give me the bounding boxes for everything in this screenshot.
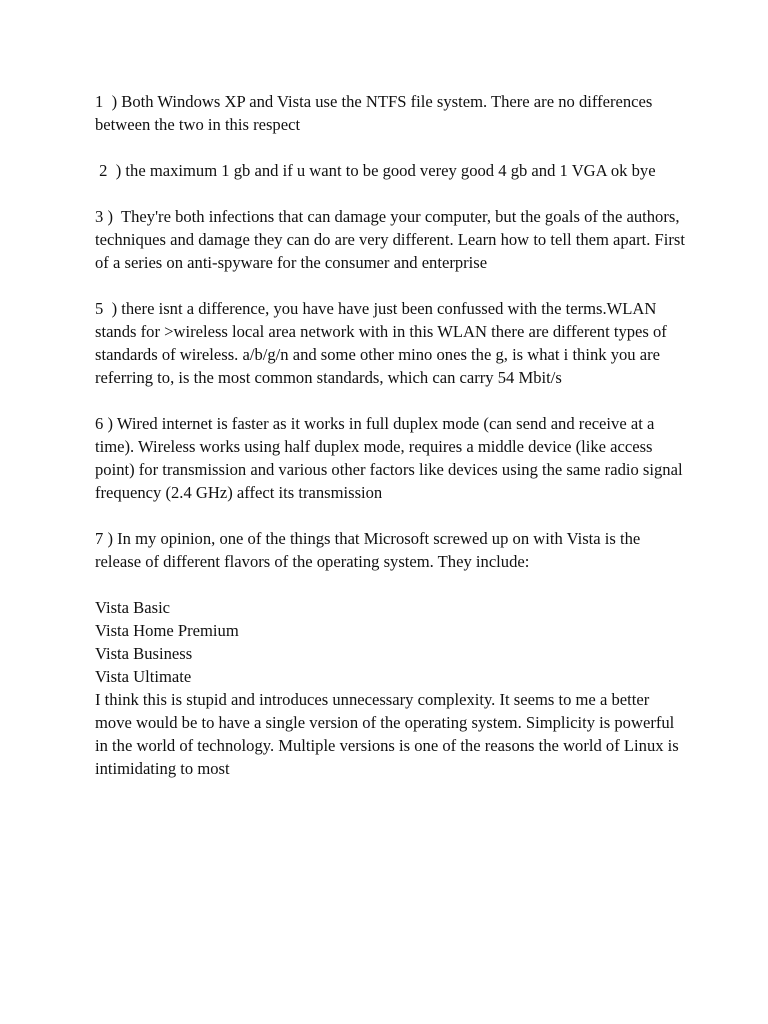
answer-2-paragraph: 2 ) the maximum 1 gb and if u want to be good verey good 4 gb and 1 VGA ok bye: [95, 161, 656, 180]
answer-6-paragraph: 6 ) Wired internet is faster as it works in full duplex mode (can send and receive at a time). Wireless works using half duplex mode, requires a middle device (like access point) for transmission and various other factors like devices using the same radio signal frequency (2.4 GHz) affect its transmission: [95, 414, 687, 502]
vista-versions-list: [95, 596, 685, 688]
answer-3-paragraph: 3 ) They're both infections that can damage your computer, but the goals of the authors, techniques and damage they can do are very different. Learn how to tell them apart. First of a series on anti-spyware for the consumer and enterprise: [95, 207, 690, 272]
answer-5-paragraph: 5 ) there isnt a difference, you have have just been confussed with the terms.WLAN stands for >wireless local area network with in this WLAN there are different types of standards of wireless. a/b/g/n and some other mino ones the g, is what i think you are referring to, is the most common standards, which can carry 54 Mbit/s: [95, 299, 671, 387]
list-item: Vista Basic: [95, 598, 171, 617]
list-item: Vista Home Premium: [95, 621, 239, 640]
answer-7-paragraph: 7 ) In my opinion, one of the things that Microsoft screwed up on with Vista is the release of different flavors of the operating system. They include:: [95, 529, 645, 571]
list-item: Vista Ultimate: [95, 667, 192, 686]
document-body: [95, 90, 690, 780]
answer-1-paragraph: 1 ) Both Windows XP and Vista use the NTFS file system. There are no differences between the two in this respect: [95, 92, 657, 134]
list-item: Vista Business: [95, 644, 193, 663]
closing-paragraph: I think this is stupid and introduces unnecessary complexity. It seems to me a better move would be to have a single version of the operating system. Simplicity is powerful in the world of technology. Multiple versions is one of the reasons the world of Linux is intimidating to most: [95, 690, 679, 778]
